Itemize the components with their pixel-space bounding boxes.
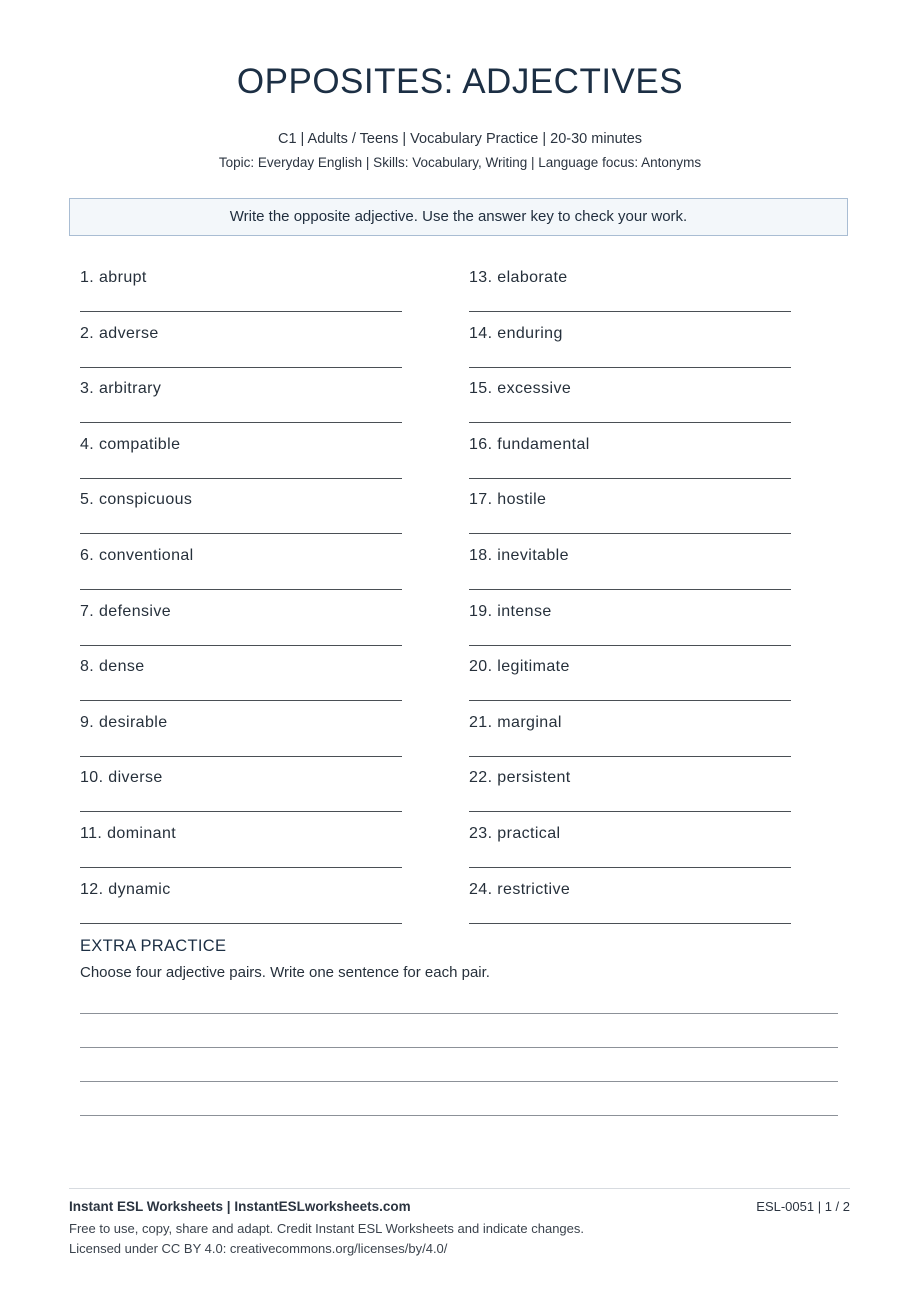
extra-practice-instruction: Choose four adjective pairs. Write one sentence for each pair. [80, 964, 490, 981]
footer-page-code: ESL-0051 | 1 / 2 [756, 1199, 850, 1214]
exercise-item [80, 416, 402, 472]
worksheet-meta-level: C1 | Adults / Teens | Vocabulary Practice | 20-30 minutes [277, 131, 643, 147]
exercise-word: 19. intense [469, 602, 552, 620]
exercise-column-right [469, 249, 791, 916]
footer-brand: Instant ESL Worksheets | InstantESLworksheets.com [69, 1199, 411, 1214]
sentence-writing-line[interactable] [80, 1047, 838, 1048]
exercise-item [469, 249, 791, 305]
exercise-word: 1. abrupt [80, 269, 147, 286]
exercise-item [80, 360, 402, 416]
footer-license-link: Licensed under CC BY 4.0: creativecommons.org/licenses/by/4.0/ [69, 1241, 448, 1256]
worksheet-title: OPPOSITES: ADJECTIVES [236, 62, 684, 101]
sentence-writing-line[interactable] [80, 1081, 838, 1082]
exercise-word: 3. arbitrary [80, 380, 162, 398]
exercise-item [469, 694, 791, 750]
instruction-box [69, 198, 848, 236]
answer-line[interactable] [80, 923, 402, 924]
exercise-item [469, 749, 791, 805]
exercise-item [80, 527, 402, 583]
exercise-word: 15. excessive [469, 380, 572, 398]
exercise-word: 18. inevitable [469, 546, 569, 564]
extra-practice-heading: EXTRA PRACTICE [80, 937, 227, 955]
exercise-word: 24. restrictive [469, 880, 571, 898]
exercise-word: 21. marginal [469, 713, 562, 731]
exercise-item [80, 249, 402, 305]
exercise-item [80, 749, 402, 805]
exercise-item [469, 527, 791, 583]
exercise-word: 22. persistent [469, 769, 571, 787]
exercise-item [80, 583, 402, 639]
exercise-word: 12. dynamic [80, 880, 171, 898]
worksheet-meta-topic: Topic: Everyday English | Skills: Vocabulary, Writing | Language focus: Antonyms [218, 155, 702, 170]
exercise-word: 20. legitimate [469, 658, 570, 676]
exercise-item [80, 861, 402, 917]
exercise-item [469, 471, 791, 527]
exercise-item [469, 305, 791, 361]
footer-divider [69, 1188, 850, 1189]
exercise-item [469, 360, 791, 416]
exercise-word: 16. fundamental [469, 435, 590, 453]
exercise-word: 8. dense [80, 658, 145, 676]
exercise-word: 11. dominant [80, 824, 177, 842]
exercise-word: 10. diverse [80, 769, 163, 787]
exercise-item [80, 805, 402, 861]
instruction-text: Write the opposite adjective. Use the answer key to check your work. [229, 208, 688, 225]
exercise-item [80, 694, 402, 750]
sentence-writing-line[interactable] [80, 1115, 838, 1116]
answer-line[interactable] [469, 923, 791, 924]
exercise-word: 2. adverse [80, 324, 159, 342]
exercise-word: 17. hostile [469, 491, 547, 509]
exercise-item [469, 416, 791, 472]
exercise-word: 4. compatible [80, 435, 181, 453]
exercise-word: 6. conventional [80, 546, 194, 564]
exercise-column-left [80, 249, 402, 916]
exercise-item [469, 583, 791, 639]
exercise-word: 5. conspicuous [80, 491, 193, 509]
exercise-word: 13. elaborate [469, 269, 568, 286]
exercise-word: 9. desirable [80, 713, 168, 731]
exercise-item [469, 805, 791, 861]
exercise-item [469, 861, 791, 917]
sentence-writing-line[interactable] [80, 1013, 838, 1014]
exercise-item [80, 638, 402, 694]
exercise-word: 7. defensive [80, 602, 172, 620]
exercise-word: 14. enduring [469, 324, 563, 342]
exercise-item [80, 471, 402, 527]
exercise-item [80, 305, 402, 361]
exercise-item [469, 638, 791, 694]
footer-license-text: Free to use, copy, share and adapt. Credit Instant ESL Worksheets and indicate changes. [69, 1221, 585, 1236]
exercise-word: 23. practical [469, 824, 561, 842]
